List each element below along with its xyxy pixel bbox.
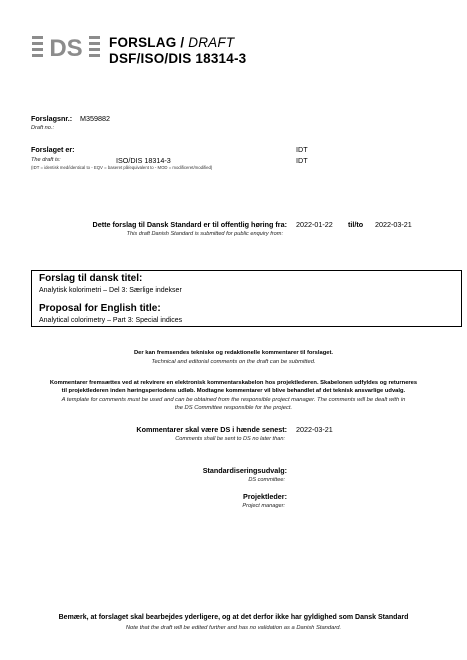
- svg-text:DS: DS: [49, 35, 83, 60]
- note1-en: Technical and editorial comments on the draft can be submitted.: [151, 359, 316, 365]
- standard-code: DSF/ISO/DIS 18314-3: [109, 51, 247, 66]
- deadline-label: Kommentarer skal være DS i hænde senest:: [136, 425, 287, 434]
- forslag-label: FORSLAG /: [109, 35, 185, 50]
- manager-sub: Project manager:: [242, 503, 285, 509]
- note1-da: Der kan fremsendes tekniske og redaktionelle kommentarer til forslaget.: [133, 350, 334, 356]
- forslagsnr-value: M359882: [80, 114, 110, 123]
- hoering-to: 2022-03-21: [375, 220, 412, 229]
- note2-en-line1: A template for comments must be used and can be obtained from the responsible project manager. The comments will be dealt with in: [61, 397, 406, 403]
- danish-title: Analytisk kolorimetri – Del 3: Særlige indekser: [39, 287, 182, 294]
- committee-sub: DS committee:: [248, 477, 285, 483]
- committee-label: Standardiseringsudvalg:: [202, 466, 287, 475]
- note2-da-line1: Kommentarer fremsættes ved at rekvirere en elektronisk kommentarskabelon hos projektlederen. Skabelonen udfyldes og returneres: [49, 380, 418, 386]
- english-title: Analytical colorimetry – Part 3: Special indices: [39, 317, 183, 324]
- idt-legend: (IDT = identisk med/identical to - EQV = baseret på/equivalent to - MOD = modificeret/modified): [31, 165, 213, 170]
- idt-value-2: IDT: [296, 156, 308, 165]
- forslagsnr-label: Forslagsnr.:: [31, 114, 73, 123]
- draft-is-value: ISO/DIS 18314-3: [116, 156, 171, 165]
- ds-logo: [32, 34, 100, 60]
- til-label: til/to: [348, 220, 364, 229]
- draft-label: DRAFT: [188, 35, 235, 50]
- hoering-from: 2022-01-22: [296, 220, 333, 229]
- draft-no-label: Draft no.:: [31, 125, 55, 131]
- manager-label: Projektleder:: [243, 492, 287, 501]
- note2-da-line2: til projektlederen inden høringsperiodens udløb. Modtagne kommentarer vil blive behandlet af det teknisk ansvarlige udvalg.: [61, 388, 406, 394]
- draft-is-label: The draft is:: [31, 157, 61, 163]
- footer-en: Note that the draft will be edited further and has no validation as a Danish Standard.: [125, 625, 342, 631]
- idt-value-1: IDT: [296, 145, 308, 154]
- header-title: [109, 35, 234, 50]
- footer-da: Bemærk, at forslaget skal bearbejdes yderligere, og at det derfor ikke har gyldighed som Dansk Standard: [58, 614, 409, 621]
- note2-en-line2: the DS Committee responsible for the project.: [174, 405, 293, 411]
- danish-title-heading: Forslag til dansk titel:: [39, 273, 143, 284]
- deadline-sub: Comments shall be sent to DS no later than:: [175, 436, 285, 442]
- hoering-label: Dette forslag til Dansk Standard er til offentlig høring fra:: [92, 220, 287, 229]
- forslaget-label: Forslaget er:: [31, 145, 75, 154]
- hoering-sub: This draft Danish Standard is submitted for public enquiry from:: [126, 231, 283, 237]
- title-box: [31, 270, 462, 327]
- english-title-heading: Proposal for English title:: [39, 303, 161, 314]
- deadline-value: 2022-03-21: [296, 425, 333, 434]
